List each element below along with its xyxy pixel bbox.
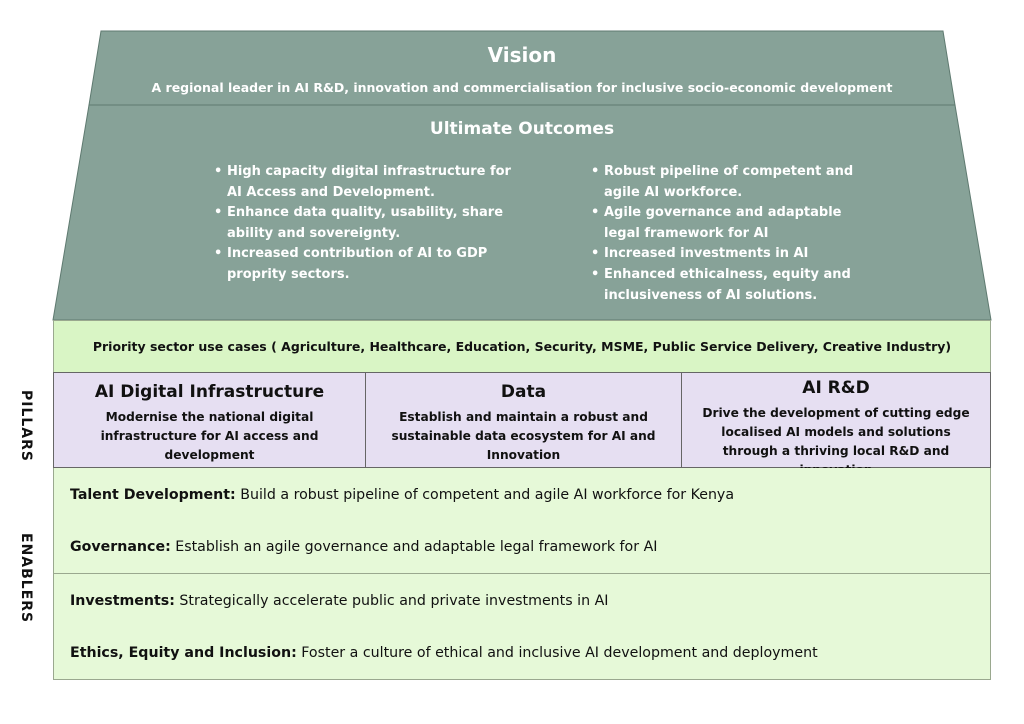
pillar-data bbox=[365, 373, 681, 467]
pillar-ai-digital-infrastructure bbox=[54, 373, 365, 467]
pillars-side-label: PILLARS bbox=[18, 390, 34, 463]
enabler-investments bbox=[53, 574, 991, 628]
outcome-item: • Enhance data quality, usability, share ability and sovereignty. bbox=[214, 203, 514, 244]
enabler-ethics-equity-inclusion bbox=[53, 627, 991, 680]
pillar-description: Modernise the national digital infrastructure for AI access and development bbox=[100, 410, 319, 462]
pillars-row bbox=[53, 372, 991, 468]
enabler-text: Build a robust pipeline of competent and agile AI workforce for Kenya bbox=[235, 486, 735, 503]
priority-use-cases-text: Priority sector use cases ( Agriculture, Healthcare, Education, Security, MSME, Public Service Delivery, Creative Industry) bbox=[92, 339, 952, 354]
pillar-title: AI Digital Infrastructure bbox=[94, 382, 325, 402]
enabler-text: Strategically accelerate public and private investments in AI bbox=[174, 592, 609, 609]
enabler-label: Ethics, Equity and Inclusion: bbox=[70, 645, 297, 661]
vision-statement: A regional leader in AI R&D, innovation and commercialisation for inclusive socio-economic development bbox=[151, 80, 893, 95]
pillar-ai-rnd bbox=[681, 373, 990, 467]
enabler-label: Investments: bbox=[70, 592, 175, 609]
pillar-description: Establish and maintain a robust and sustainable data ecosystem for AI and Innovation bbox=[391, 410, 656, 462]
outcome-item: • Increased investments in AI bbox=[591, 244, 871, 265]
outcome-item: • Enhanced ethicalness, equity and inclusiveness of AI solutions. bbox=[591, 265, 871, 306]
outcome-item: • Robust pipeline of competent and agile AI workforce. bbox=[591, 162, 871, 203]
enablers-side-label: ENABLERS bbox=[18, 533, 34, 624]
enabler-label: Governance: bbox=[70, 539, 171, 555]
enabler-label: Talent Development: bbox=[70, 486, 236, 503]
enabler-talent-development bbox=[53, 468, 991, 522]
outcome-item: • Increased contribution of AI to GDP proprity sectors. bbox=[214, 244, 514, 285]
outcomes-list-right bbox=[591, 162, 871, 306]
priority-use-cases-band bbox=[53, 320, 991, 373]
pillar-title: Data bbox=[500, 382, 547, 402]
outcomes-list-left bbox=[214, 162, 514, 286]
enabler-governance bbox=[53, 521, 991, 574]
pillar-description: Drive the development of cutting edge localised AI models and solutions through a thriving local R&D and bbox=[702, 406, 970, 458]
outcomes-title: Ultimate Outcomes bbox=[429, 119, 615, 139]
pillar-title: AI R&D bbox=[802, 378, 870, 398]
enabler-text: Establish an agile governance and adaptable legal framework for AI bbox=[170, 539, 658, 555]
enabler-text: Foster a culture of ethical and inclusive AI development and deployment bbox=[296, 645, 818, 661]
outcome-item: • High capacity digital infrastructure for AI Access and Development. bbox=[214, 162, 514, 203]
vision-title: Vision bbox=[487, 43, 557, 67]
outcome-item: • Agile governance and adaptable legal framework for AI bbox=[591, 203, 871, 244]
